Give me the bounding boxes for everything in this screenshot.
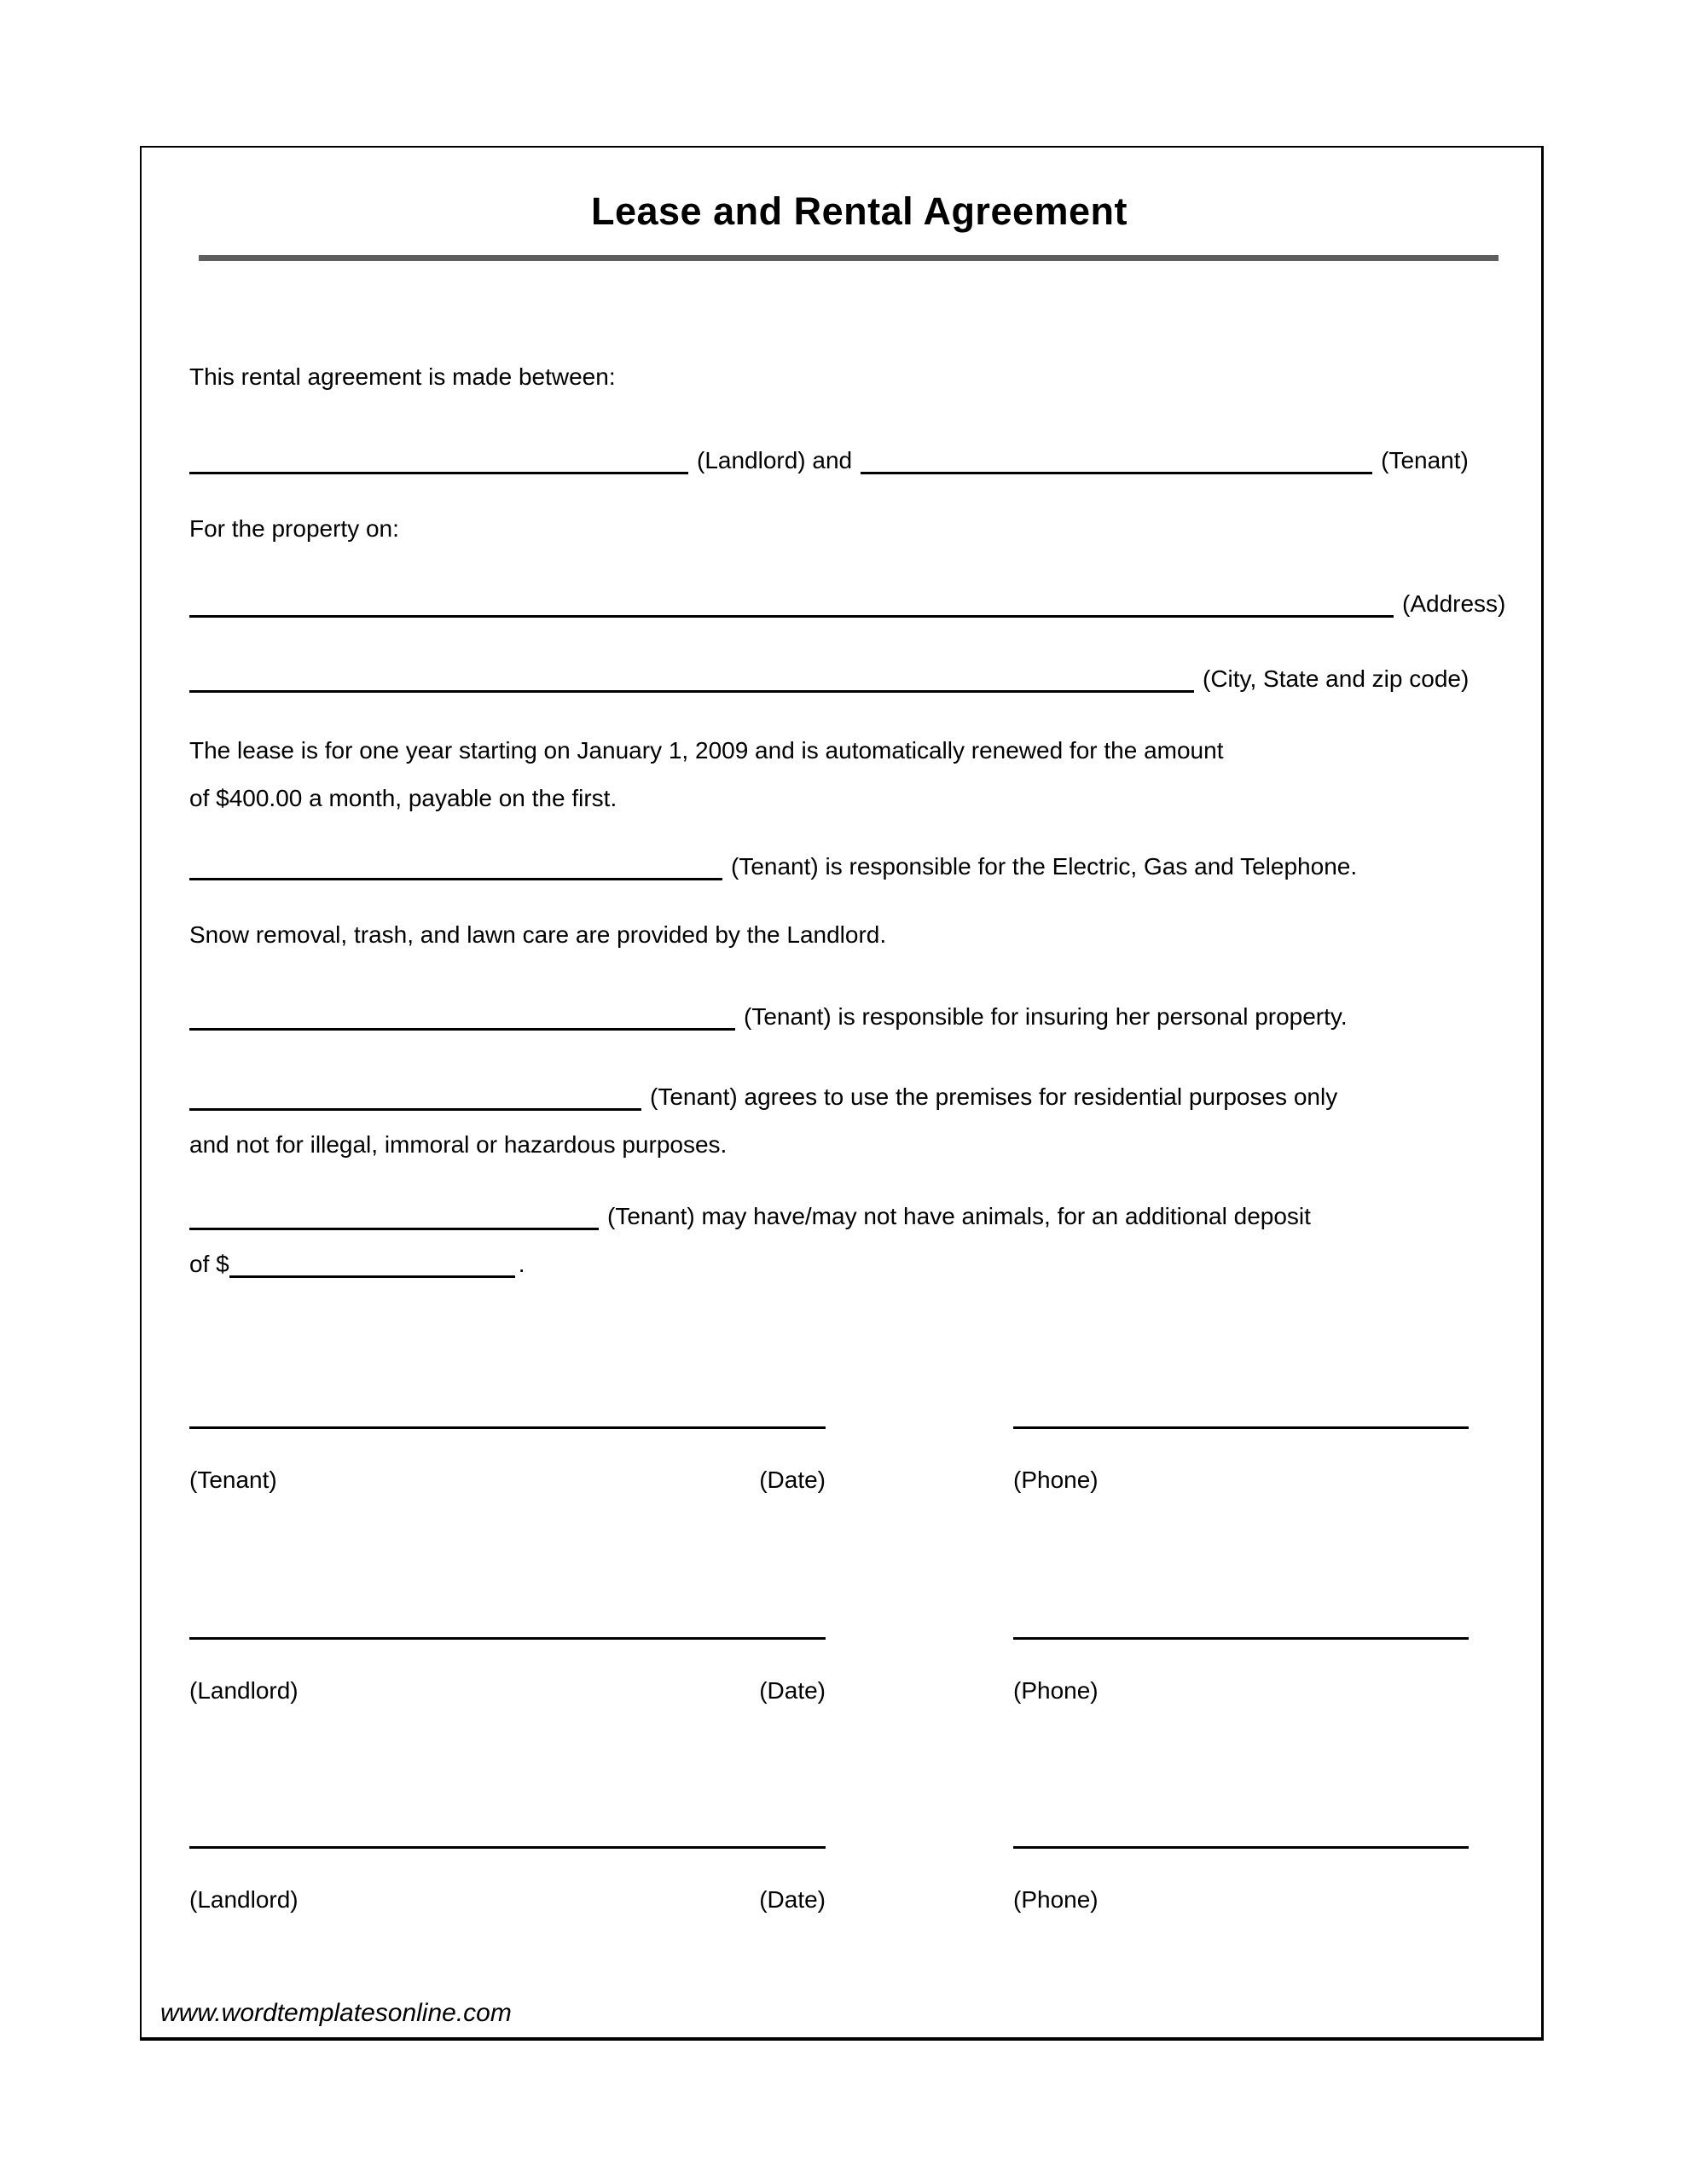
tenant-phone-line xyxy=(1013,1426,1469,1429)
signature-labels xyxy=(189,1460,1529,1501)
insurance-clause-text: (Tenant) is responsible for insuring her personal property. xyxy=(744,1003,1348,1030)
signature-labels xyxy=(189,1879,1529,1920)
premises-use-line1 xyxy=(189,1073,1529,1121)
address-row xyxy=(189,584,1529,624)
utilities-clause-text: (Tenant) is responsible for the Electric, Gas and Telephone. xyxy=(731,853,1358,880)
signature-gap xyxy=(826,1670,1013,1673)
signatory-label: (Landlord) xyxy=(189,1677,299,1704)
signatory-label: (Tenant) xyxy=(189,1467,277,1493)
title-divider xyxy=(199,255,1499,261)
signature-row-landlord-1 xyxy=(189,1637,1529,1711)
signature-label-group xyxy=(189,1879,826,1920)
signature-row-tenant xyxy=(189,1426,1529,1501)
signature-row-landlord-2 xyxy=(189,1846,1529,1920)
date-label: (Date) xyxy=(759,1467,826,1493)
city-state-zip-label: (City, State and zip code) xyxy=(1203,665,1470,692)
parties-row xyxy=(189,440,1529,481)
landlord-name-blank xyxy=(189,448,688,474)
premises-use-line2: and not for illegal, immoral or hazardous purposes. xyxy=(189,1131,728,1158)
city-state-zip-row xyxy=(189,659,1529,700)
signature-gap xyxy=(826,1637,1013,1640)
deposit-amount-blank xyxy=(229,1252,515,1278)
signature-lines xyxy=(189,1637,1529,1640)
lease-terms-line1: The lease is for one year starting on January 1, 2009 and is automatically renewed for the amount xyxy=(189,737,1224,764)
animals-line2 xyxy=(189,1240,1529,1288)
utilities-tenant-blank xyxy=(189,854,722,880)
insurance-clause-row xyxy=(189,996,1529,1037)
animals-clause xyxy=(189,1193,1529,1288)
utilities-clause-row xyxy=(189,846,1529,887)
premises-use-clause xyxy=(189,1073,1529,1169)
address-blank xyxy=(189,591,1394,618)
intro-text: This rental agreement is made between: xyxy=(189,363,616,390)
tenant-signature-line xyxy=(189,1426,826,1429)
date-label: (Date) xyxy=(759,1677,826,1704)
signature-gap xyxy=(826,1846,1013,1849)
signature-gap xyxy=(826,1426,1013,1429)
tenant-label: (Tenant) xyxy=(1381,447,1469,473)
landlord-signature-line xyxy=(189,1637,826,1640)
city-state-zip-blank xyxy=(189,666,1194,693)
page-title: Lease and Rental Agreement xyxy=(590,189,1128,233)
signature-gap xyxy=(826,1460,1013,1462)
date-label: (Date) xyxy=(759,1886,826,1913)
landlord-phone-line xyxy=(1013,1846,1469,1849)
premises-use-text1: (Tenant) agrees to use the premises for residential purposes only xyxy=(650,1083,1338,1110)
insurance-tenant-blank xyxy=(189,1004,735,1031)
signature-labels xyxy=(189,1670,1529,1711)
landlord-services-text: Snow removal, trash, and lawn care are provided by the Landlord. xyxy=(189,921,887,948)
lease-terms-line2: of $400.00 a month, payable on the first. xyxy=(189,785,617,811)
landlord-signature-line xyxy=(189,1846,826,1849)
signature-lines xyxy=(189,1426,1529,1429)
phone-label: (Phone) xyxy=(1013,1677,1099,1704)
phone-label: (Phone) xyxy=(1013,1467,1099,1493)
phone-label: (Phone) xyxy=(1013,1886,1099,1913)
lease-terms-paragraph xyxy=(189,727,1529,822)
animals-tenant-blank xyxy=(189,1204,599,1230)
signature-label-group xyxy=(189,1670,826,1711)
document-page xyxy=(140,146,1544,2041)
property-heading: For the property on: xyxy=(189,515,399,542)
signatory-label: (Landlord) xyxy=(189,1886,299,1913)
tenant-name-blank xyxy=(861,448,1372,474)
landlord-phone-line xyxy=(1013,1637,1469,1640)
animals-line1 xyxy=(189,1193,1529,1240)
deposit-period: . xyxy=(518,1251,525,1277)
signature-lines xyxy=(189,1846,1529,1849)
premises-tenant-blank xyxy=(189,1084,641,1111)
animals-clause-text: (Tenant) may have/may not have animals, for an additional deposit xyxy=(607,1203,1311,1229)
signature-gap xyxy=(826,1879,1013,1882)
deposit-prefix: of $ xyxy=(189,1251,229,1277)
landlord-label: (Landlord) and xyxy=(697,447,853,473)
signature-label-group xyxy=(189,1460,826,1501)
footer-url: www.wordtemplatesonline.com xyxy=(160,1999,512,2027)
address-label: (Address) xyxy=(1402,590,1506,617)
